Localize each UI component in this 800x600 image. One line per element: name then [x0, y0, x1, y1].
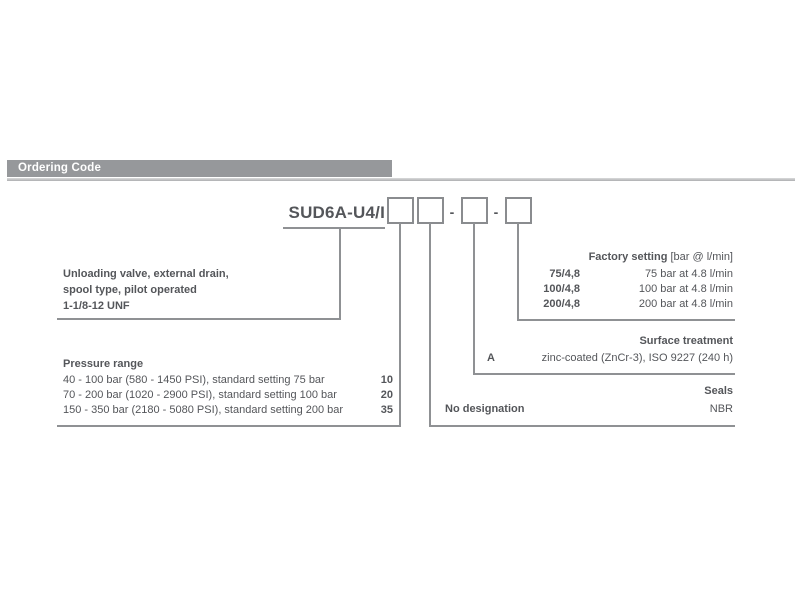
- pressure-range-row: [63, 389, 393, 401]
- option-code: 35: [380, 404, 393, 416]
- seals-title: Seals: [704, 385, 733, 397]
- connector-line-pressure-range: [399, 223, 401, 427]
- seals-underline: [429, 425, 735, 427]
- code-box-seals: [417, 197, 444, 224]
- pressure-range-row: [63, 374, 393, 386]
- surface-treatment-row: [487, 352, 733, 364]
- code-separator: -: [493, 204, 499, 220]
- option-description: 100 bar at 4.8 l/min: [638, 283, 733, 295]
- option-code: No designation: [445, 403, 525, 415]
- code-separator: -: [449, 204, 455, 220]
- option-code: 75/4,8: [549, 268, 580, 280]
- option-description: 70 - 200 bar (1020 - 2900 PSI), standard setting 100 bar: [63, 389, 337, 401]
- option-code: 100/4,8: [543, 283, 580, 295]
- factory-setting-title: Factory setting [bar @ l/min]: [588, 251, 733, 263]
- valve-description-line: Unloading valve, external drain,: [63, 268, 229, 280]
- code-box-pressure-range: [387, 197, 414, 224]
- code-prefix-underline: [283, 227, 385, 229]
- valve-description-underline: [57, 318, 341, 320]
- option-description: zinc-coated (ZnCr-3), ISO 9227 (240 h): [541, 352, 733, 364]
- option-description: 40 - 100 bar (580 - 1450 PSI), standard setting 75 bar: [63, 374, 325, 386]
- code-box-factory-setting: [505, 197, 532, 224]
- surface-treatment-underline: [473, 373, 735, 375]
- option-description: 150 - 350 bar (2180 - 5080 PSI), standard setting 200 bar: [63, 404, 344, 416]
- option-description: 75 bar at 4.8 l/min: [644, 268, 733, 280]
- pressure-range-underline: [57, 425, 401, 427]
- factory-setting-row: [440, 268, 733, 280]
- option-description: 200 bar at 4.8 l/min: [638, 298, 733, 310]
- code-box-surface-treatment: [461, 197, 488, 224]
- factory-setting-underline: [517, 319, 735, 321]
- valve-description-line: 1-1/8-12 UNF: [63, 300, 130, 312]
- option-code: A: [487, 352, 495, 364]
- option-code: 10: [380, 374, 393, 386]
- connector-line-seals: [429, 223, 431, 427]
- option-code: 20: [380, 389, 393, 401]
- valve-description-line: spool type, pilot operated: [63, 284, 197, 296]
- option-code: 200/4,8: [543, 298, 580, 310]
- valve-description: [63, 266, 363, 314]
- ordering-code-prefix: SUD6A-U4/I: [288, 203, 385, 222]
- factory-setting-row: [440, 283, 733, 295]
- section-header-bar: Ordering Code: [7, 160, 392, 177]
- factory-setting-row: [440, 298, 733, 310]
- pressure-range-title: Pressure range: [63, 358, 144, 370]
- seals-row: [445, 403, 733, 415]
- surface-treatment-title: Surface treatment: [639, 335, 733, 347]
- header-divider-rule: [7, 178, 795, 181]
- option-description: NBR: [709, 403, 733, 415]
- pressure-range-row: [63, 404, 393, 416]
- factory-setting-unit: [bar @ l/min]: [667, 251, 733, 263]
